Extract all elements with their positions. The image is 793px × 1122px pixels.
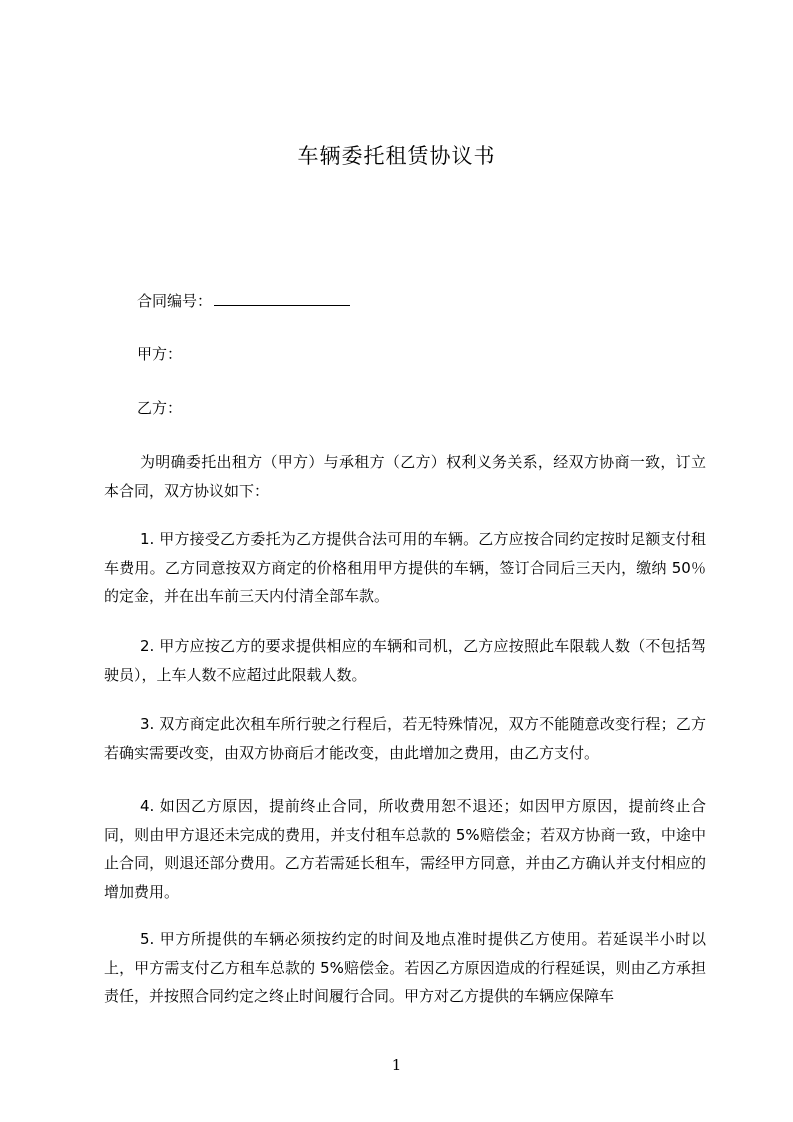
clause-1: 1. 甲方接受乙方委托为乙方提供合法可用的车辆。乙方应按合同约定按时足额支付租车费用。乙方同意按双方商定的价格租用甲方提供的车辆，签订合同后三天内，缴纳 50％的定金，并在出车前三天内付清全部车款。	[104, 530, 706, 605]
clause-4: 4. 如因乙方原因，提前终止合同，所收费用恕不退还；如因甲方原因，提前终止合同，则由甲方退还未完成的费用，并支付租车总款的 5%赔偿金；若双方协商一致，中途中止合同，则退还部分费用。乙方若需延长租车，需经甲方同意，并由乙方确认并支付相应的增加费用。	[104, 797, 706, 901]
document-title: 车辆委托租赁协议书	[297, 144, 496, 168]
contract-number-blank	[214, 291, 350, 306]
party-a-label: 甲方：	[137, 345, 183, 363]
intro-paragraph: 为明确委托出租方（甲方）与承租方（乙方）权利义务关系，经双方协商一致，订立本合同，双方协议如下：	[104, 453, 706, 500]
page-number: 1	[391, 1056, 402, 1074]
clause-2: 2. 甲方应按乙方的要求提供相应的车辆和司机，乙方应按照此车限载人数（不包括驾驶员），上车人数不应超过此限载人数。	[104, 637, 706, 684]
party-b-label: 乙方：	[137, 399, 183, 417]
contract-number-field	[137, 290, 350, 312]
contract-number-label: 合同编号：	[137, 292, 213, 310]
clause-5: 5. 甲方所提供的车辆必须按约定的时间及地点准时提供乙方使用。若延误半小时以上，甲方需支付乙方租车总款的 5%赔偿金。若因乙方原因造成的行程延误，则由乙方承担责任，并按照合同约定之终止时间履行合同。甲方对乙方提供的车辆应保障车	[104, 930, 706, 1005]
clause-3: 3. 双方商定此次租车所行驶之行程后，若无特殊情况，双方不能随意改变行程；乙方若确实需要改变，由双方协商后才能改变，由此增加之费用，由乙方支付。	[104, 715, 706, 762]
